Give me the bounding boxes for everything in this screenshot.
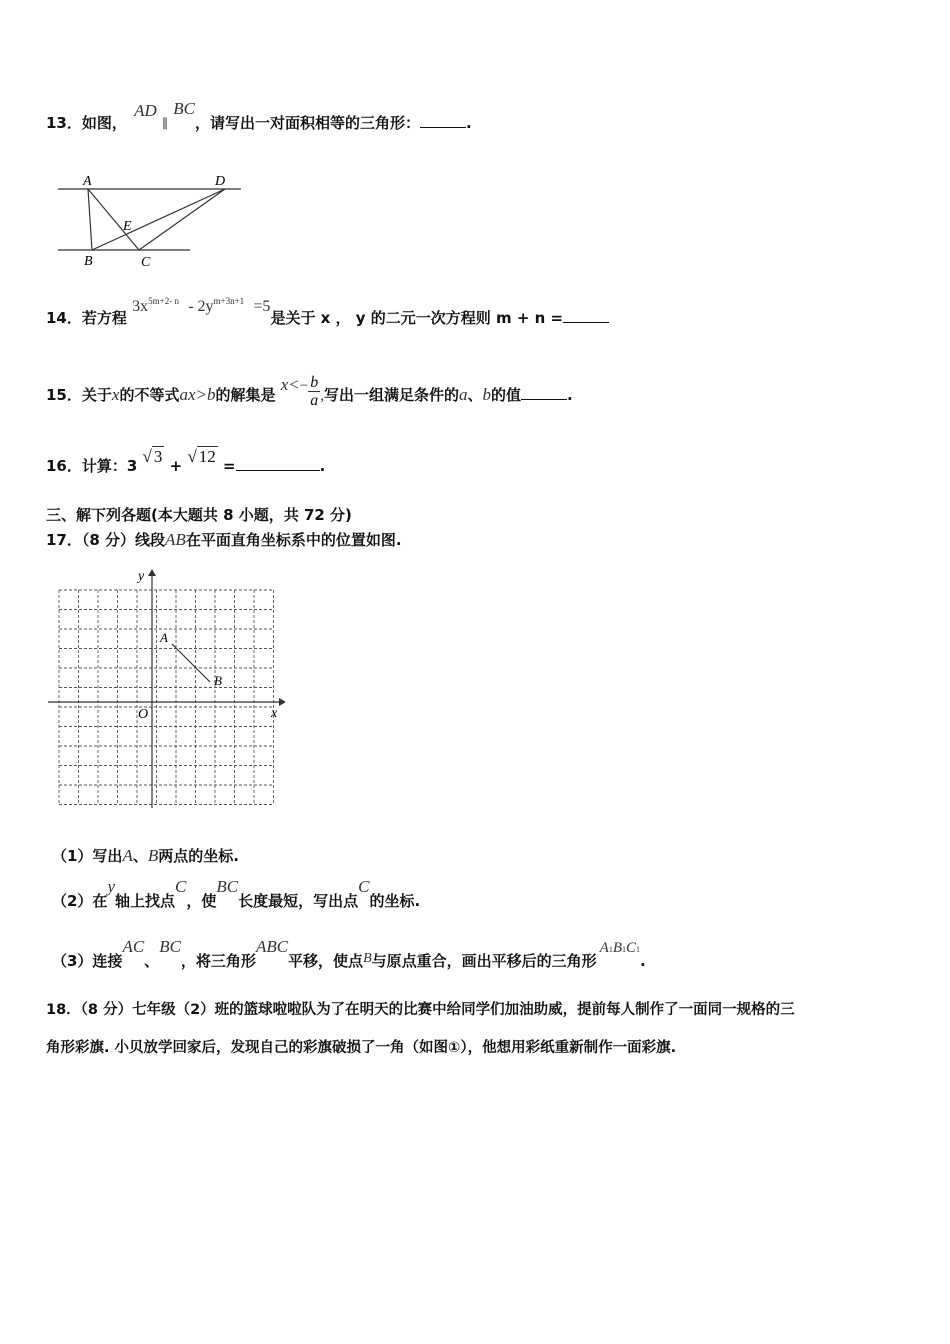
question-13 [46, 99, 472, 133]
q13-label-c: C [141, 255, 151, 270]
q17-p3-b1: B [612, 940, 622, 956]
q17-p3-bc: BC [159, 937, 181, 956]
q16-number: 16． [46, 457, 82, 475]
q17-p3-b: B [363, 951, 372, 966]
q17-text: 在平面直角坐标系中的位置如图. [185, 531, 402, 549]
q17-ab: AB [165, 530, 186, 549]
q17-part-2 [52, 877, 421, 911]
q13-label-d: D [215, 174, 226, 189]
q15-x: x [111, 385, 120, 404]
q16-radicand-2: 12 [198, 447, 216, 466]
q15-t2: 的解集是 [215, 386, 276, 404]
q15-ineq: ax>b [179, 385, 216, 404]
q17-p2-bc: BC [216, 877, 239, 896]
q17-points: （8 分）线段 [81, 531, 166, 549]
q15-sol-lhs: x< [280, 375, 300, 394]
q17-p2-t2: ，使 [186, 892, 217, 910]
q14-eq: =5 [253, 298, 271, 315]
q16-sqrt-3: √ 3 [142, 447, 163, 466]
q17-p3-a1: A [599, 940, 609, 956]
q15-numerator: b [310, 374, 319, 391]
q17-p3-sub-1: 1 [608, 945, 613, 954]
q14-text: 是关于 x ， y 的二元一次方程则 m + n = [270, 309, 564, 327]
q16-answer-blank [236, 469, 320, 471]
q13-segment-dc [139, 189, 225, 250]
q13-lead: 如图， [81, 114, 127, 132]
q13-segment-db [92, 189, 225, 250]
q15-comma: , [320, 388, 324, 404]
q17-part-1 [52, 845, 239, 866]
q17-p3-ac: AC [122, 937, 145, 956]
q13-label-a: A [83, 174, 92, 189]
q13-bc: BC [173, 99, 196, 118]
point-b-label: B [214, 673, 222, 688]
q17-p1-lead: （1）写出 [52, 847, 123, 865]
q17-p3-sub-2: 1 [621, 945, 626, 954]
q16-radicand-1: 3 [153, 447, 163, 466]
axis-y-label: y [138, 569, 145, 584]
q15-fraction [308, 374, 320, 409]
q17-p3-lead: （3）连接 [52, 952, 123, 970]
q14-lead: 若方程 [81, 309, 127, 327]
q15-end: . [567, 386, 573, 404]
q17-p2-lead: （2）在 [52, 892, 108, 910]
q17-p3-a1b1c1 [600, 938, 640, 956]
q15-denominator: a [310, 392, 319, 409]
q15-a: a [459, 385, 468, 404]
q14-exp1: 5m+2- n [148, 296, 179, 306]
q17-p2-t3: 长度最短，写出点 [238, 892, 359, 910]
q13-text: ，请写出一对面积相等的三角形： [195, 114, 421, 132]
q17-p3-sub-3: 1 [636, 945, 640, 954]
q15-number: 15． [46, 386, 82, 404]
q16-eq: = [223, 457, 236, 475]
q13-label-b: B [84, 254, 93, 269]
q13-number: 13． [46, 114, 82, 132]
q17-p3-t3: 与原点重合，画出平移后的三角形 [371, 952, 597, 970]
q13-figure [55, 170, 250, 270]
q17-p3-t1: ，将三角形 [180, 952, 256, 970]
q17-p3-abc: ABC [255, 937, 289, 956]
q14-number: 14． [46, 309, 82, 327]
question-17 [46, 529, 402, 550]
q16-sqrt-12: √ 12 [187, 447, 216, 466]
q17-number: 17． [46, 531, 82, 549]
q18-line-1: 18．（8 分）七年级（2）班的篮球啦啦队为了在明天的比赛中给同学们加油助威，提前每人制作了一面同一规格的三 [46, 1002, 795, 1018]
q17-p2-t1: 轴上找点 [114, 892, 175, 910]
q17-coordinate-grid [45, 566, 285, 811]
q15-sol-minus: − [299, 378, 309, 394]
q13-end: . [466, 114, 472, 132]
q17-p1-b: B [147, 846, 159, 865]
q15-b: b [482, 385, 492, 404]
q13-answer-blank [420, 126, 466, 128]
q17-p3-sep: 、 [144, 952, 160, 970]
q15-lead: 关于 [81, 386, 112, 404]
q17-p3-end: . [640, 952, 646, 970]
q17-p1-sep: 、 [132, 847, 148, 865]
q17-p1-a: A [122, 846, 133, 865]
q15-t3: 写出一组满足条件的 [323, 386, 459, 404]
q15-answer-blank [521, 398, 567, 400]
y-axis-arrow [148, 569, 156, 576]
axis-x-label: x [271, 706, 278, 721]
q14-term1: 3x [132, 298, 149, 315]
q13-parallel: ∥ [162, 116, 169, 131]
q15-sep: 、 [467, 386, 483, 404]
q16-end: . [319, 457, 326, 475]
q17-p1-text: 两点的坐标. [158, 847, 239, 865]
grid-lines [59, 590, 274, 805]
segment-ab [172, 644, 210, 682]
q17-p2-y: y [107, 877, 115, 896]
question-15 [46, 374, 573, 413]
q17-p2-c2: C [358, 877, 370, 896]
q14-answer-blank [563, 321, 609, 323]
q14-minus-term: - 2y [188, 298, 214, 315]
q17-p3-c1: C [625, 940, 636, 956]
q13-ad: AD [134, 101, 157, 120]
q15-t4: 的值 [491, 386, 522, 404]
q15-t1: 的不等式 [119, 386, 180, 404]
section-heading: 三、解下列各题(本大题共 8 小题，共 72 分) [46, 506, 352, 524]
x-axis-arrow [279, 698, 285, 706]
q16-plus: + [169, 457, 183, 475]
q14-exp2: m+3n+1 [213, 296, 245, 306]
q17-p2-c: C [175, 877, 187, 896]
q17-part-3 [52, 937, 646, 971]
q16-lead: 计算：3 [81, 457, 138, 475]
point-a-label: A [160, 630, 168, 645]
origin-label: O [138, 707, 149, 722]
q17-p3-t2: 平移，使点 [288, 952, 364, 970]
q13-label-e: E [123, 219, 132, 234]
question-16 [46, 447, 326, 476]
q17-p2-t4: 的坐标. [369, 892, 421, 910]
q13-segment-ab [88, 189, 92, 250]
q18-line-2: 角形彩旗. 小贝放学回家后，发现自己的彩旗破损了一角（如图①），他想用彩纸重新制作一面彩旗. [46, 1040, 677, 1056]
question-14 [46, 296, 609, 328]
